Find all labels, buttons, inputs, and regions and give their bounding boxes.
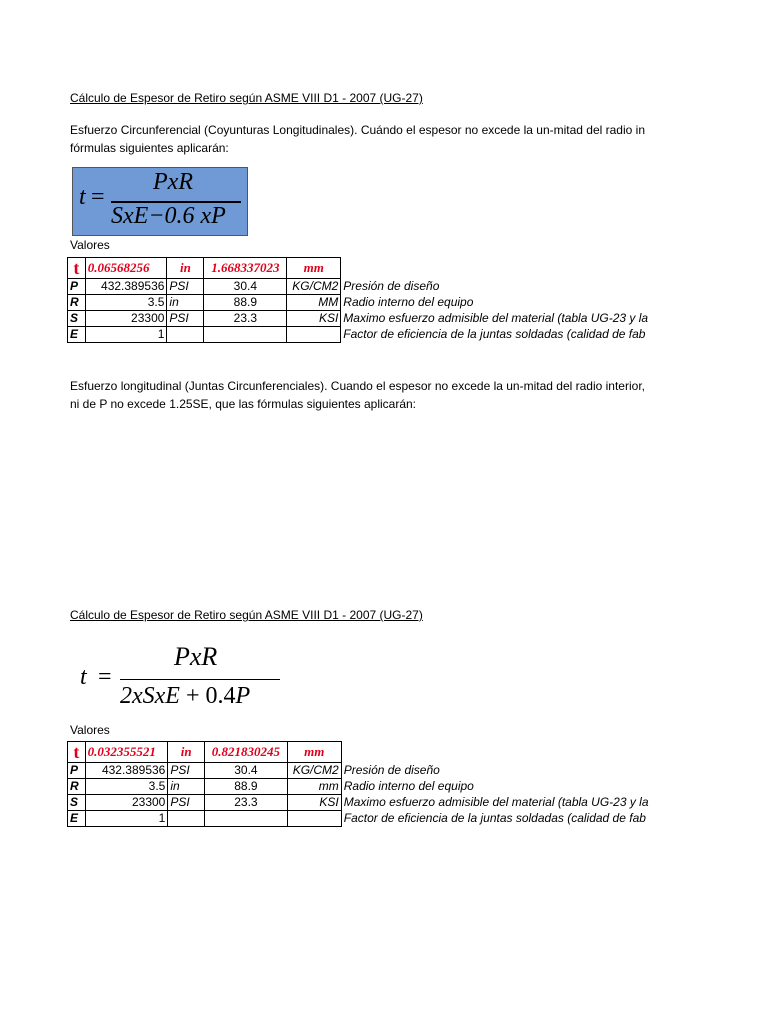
result-value-mm: 1.668337023 bbox=[204, 258, 287, 279]
formula-denominator-operator: + 0.4 bbox=[179, 683, 236, 709]
formula-equals: = bbox=[91, 184, 105, 210]
section1-paragraph2-line2: ni de P no excede 1.25SE, que las fórmulas siguientes aplicarán: bbox=[70, 397, 416, 411]
row-unit: PSI bbox=[168, 795, 205, 811]
result-row bbox=[68, 742, 674, 763]
result-symbol: t bbox=[68, 742, 86, 763]
section1-formula-box bbox=[72, 167, 248, 236]
row-unit-converted: KG/CM2 bbox=[287, 763, 341, 779]
row-unit-converted bbox=[287, 811, 341, 827]
row-value-converted bbox=[204, 327, 287, 343]
formula-denominator bbox=[120, 683, 250, 710]
section1-paragraph-line2: fórmulas siguientes aplicarán: bbox=[70, 141, 229, 155]
row-symbol: P bbox=[68, 279, 86, 295]
section2-values-label: Valores bbox=[70, 723, 110, 737]
section1-values-label: Valores bbox=[70, 238, 110, 252]
row-description: Radio interno del equipo bbox=[343, 779, 474, 793]
section2-formula bbox=[76, 640, 296, 720]
table-row bbox=[68, 795, 674, 811]
row-description: Presión de diseño bbox=[343, 279, 440, 293]
result-symbol: t bbox=[68, 258, 86, 279]
row-value-converted bbox=[205, 811, 288, 827]
row-symbol: E bbox=[68, 327, 86, 343]
row-value-converted: 30.4 bbox=[205, 763, 288, 779]
section2-values-table bbox=[67, 741, 674, 827]
result-description bbox=[341, 258, 674, 279]
formula-lhs: t bbox=[80, 664, 87, 690]
section1-heading: Cálculo de Espesor de Retiro según ASME VIII D1 - 2007 (UG-27) bbox=[70, 91, 423, 105]
row-value-converted: 88.9 bbox=[204, 295, 287, 311]
result-unit-in: in bbox=[168, 742, 205, 763]
row-description: Maximo esfuerzo admisible del material (tabla UG-23 y la bbox=[343, 311, 649, 325]
row-unit: in bbox=[167, 295, 204, 311]
formula-numerator: PxR bbox=[153, 169, 193, 195]
row-symbol: P bbox=[68, 763, 86, 779]
result-unit-mm: mm bbox=[287, 742, 341, 763]
result-unit-in: in bbox=[167, 258, 204, 279]
row-value-converted: 23.3 bbox=[204, 311, 287, 327]
row-description: Factor de eficiencia de la juntas soldadas (calidad de fab bbox=[343, 811, 646, 825]
table-row bbox=[68, 295, 674, 311]
row-unit-converted: KSI bbox=[287, 795, 341, 811]
row-value-converted: 30.4 bbox=[204, 279, 287, 295]
row-value: 432.389536 bbox=[85, 279, 167, 295]
row-unit-converted: mm bbox=[287, 779, 341, 795]
table-row bbox=[68, 311, 674, 327]
row-description: Factor de eficiencia de la juntas soldadas (calidad de fab bbox=[343, 327, 646, 341]
table-row bbox=[68, 779, 674, 795]
section1-paragraph-line1: Esfuerzo Circunferencial (Coyunturas Longitudinales). Cuándo el espesor no excede la un-mitad del radio in bbox=[70, 123, 645, 137]
row-unit-converted bbox=[287, 327, 341, 343]
row-description: Presión de diseño bbox=[343, 763, 440, 777]
row-unit-converted: MM bbox=[287, 295, 341, 311]
result-value-in: 0.06568256 bbox=[85, 258, 167, 279]
table-row bbox=[68, 763, 674, 779]
row-value: 3.5 bbox=[85, 779, 168, 795]
row-description: Radio interno del equipo bbox=[343, 295, 474, 309]
row-unit: PSI bbox=[167, 279, 204, 295]
row-value: 23300 bbox=[85, 795, 168, 811]
table-row bbox=[68, 279, 674, 295]
formula-denominator-part1: 2xSxE bbox=[120, 683, 180, 709]
row-unit: in bbox=[168, 779, 205, 795]
row-unit-converted: KG/CM2 bbox=[287, 279, 341, 295]
result-unit-mm: mm bbox=[287, 258, 341, 279]
section2-heading: Cálculo de Espesor de Retiro según ASME VIII D1 - 2007 (UG-27) bbox=[70, 608, 423, 622]
row-unit-converted: KSI bbox=[287, 311, 341, 327]
result-value-mm: 0.821830245 bbox=[205, 742, 288, 763]
row-symbol: R bbox=[68, 295, 86, 311]
row-symbol: R bbox=[68, 779, 86, 795]
row-value: 3.5 bbox=[85, 295, 167, 311]
row-value-converted: 23.3 bbox=[205, 795, 288, 811]
formula-denominator-part2: P bbox=[235, 683, 251, 709]
formula-numerator: PxR bbox=[174, 642, 218, 671]
result-description bbox=[341, 742, 673, 763]
row-unit bbox=[168, 811, 205, 827]
row-unit: PSI bbox=[167, 311, 204, 327]
row-symbol: S bbox=[68, 311, 86, 327]
result-row bbox=[68, 258, 674, 279]
row-value: 23300 bbox=[85, 311, 167, 327]
formula-denominator: SxE−0.6 xP bbox=[111, 203, 226, 229]
table-row bbox=[68, 327, 674, 343]
row-value-converted: 88.9 bbox=[205, 779, 288, 795]
row-unit bbox=[167, 327, 204, 343]
row-symbol: E bbox=[68, 811, 86, 827]
result-value-in: 0.032355521 bbox=[85, 742, 168, 763]
formula-equals: = bbox=[98, 664, 112, 690]
formula-lhs: t bbox=[79, 184, 86, 210]
row-symbol: S bbox=[68, 795, 86, 811]
row-value: 432.389536 bbox=[85, 763, 168, 779]
section1-paragraph2-line1: Esfuerzo longitudinal (Juntas Circunferenciales). Cuando el espesor no excede la un-mitad del radio interior, bbox=[70, 379, 645, 393]
row-unit: PSI bbox=[168, 763, 205, 779]
row-value: 1 bbox=[85, 327, 167, 343]
row-value: 1 bbox=[85, 811, 168, 827]
row-description: Maximo esfuerzo admisible del material (tabla UG-23 y la bbox=[343, 795, 649, 809]
section1-values-table bbox=[67, 257, 674, 343]
formula-fraction-bar bbox=[120, 679, 280, 680]
table-row bbox=[68, 811, 674, 827]
